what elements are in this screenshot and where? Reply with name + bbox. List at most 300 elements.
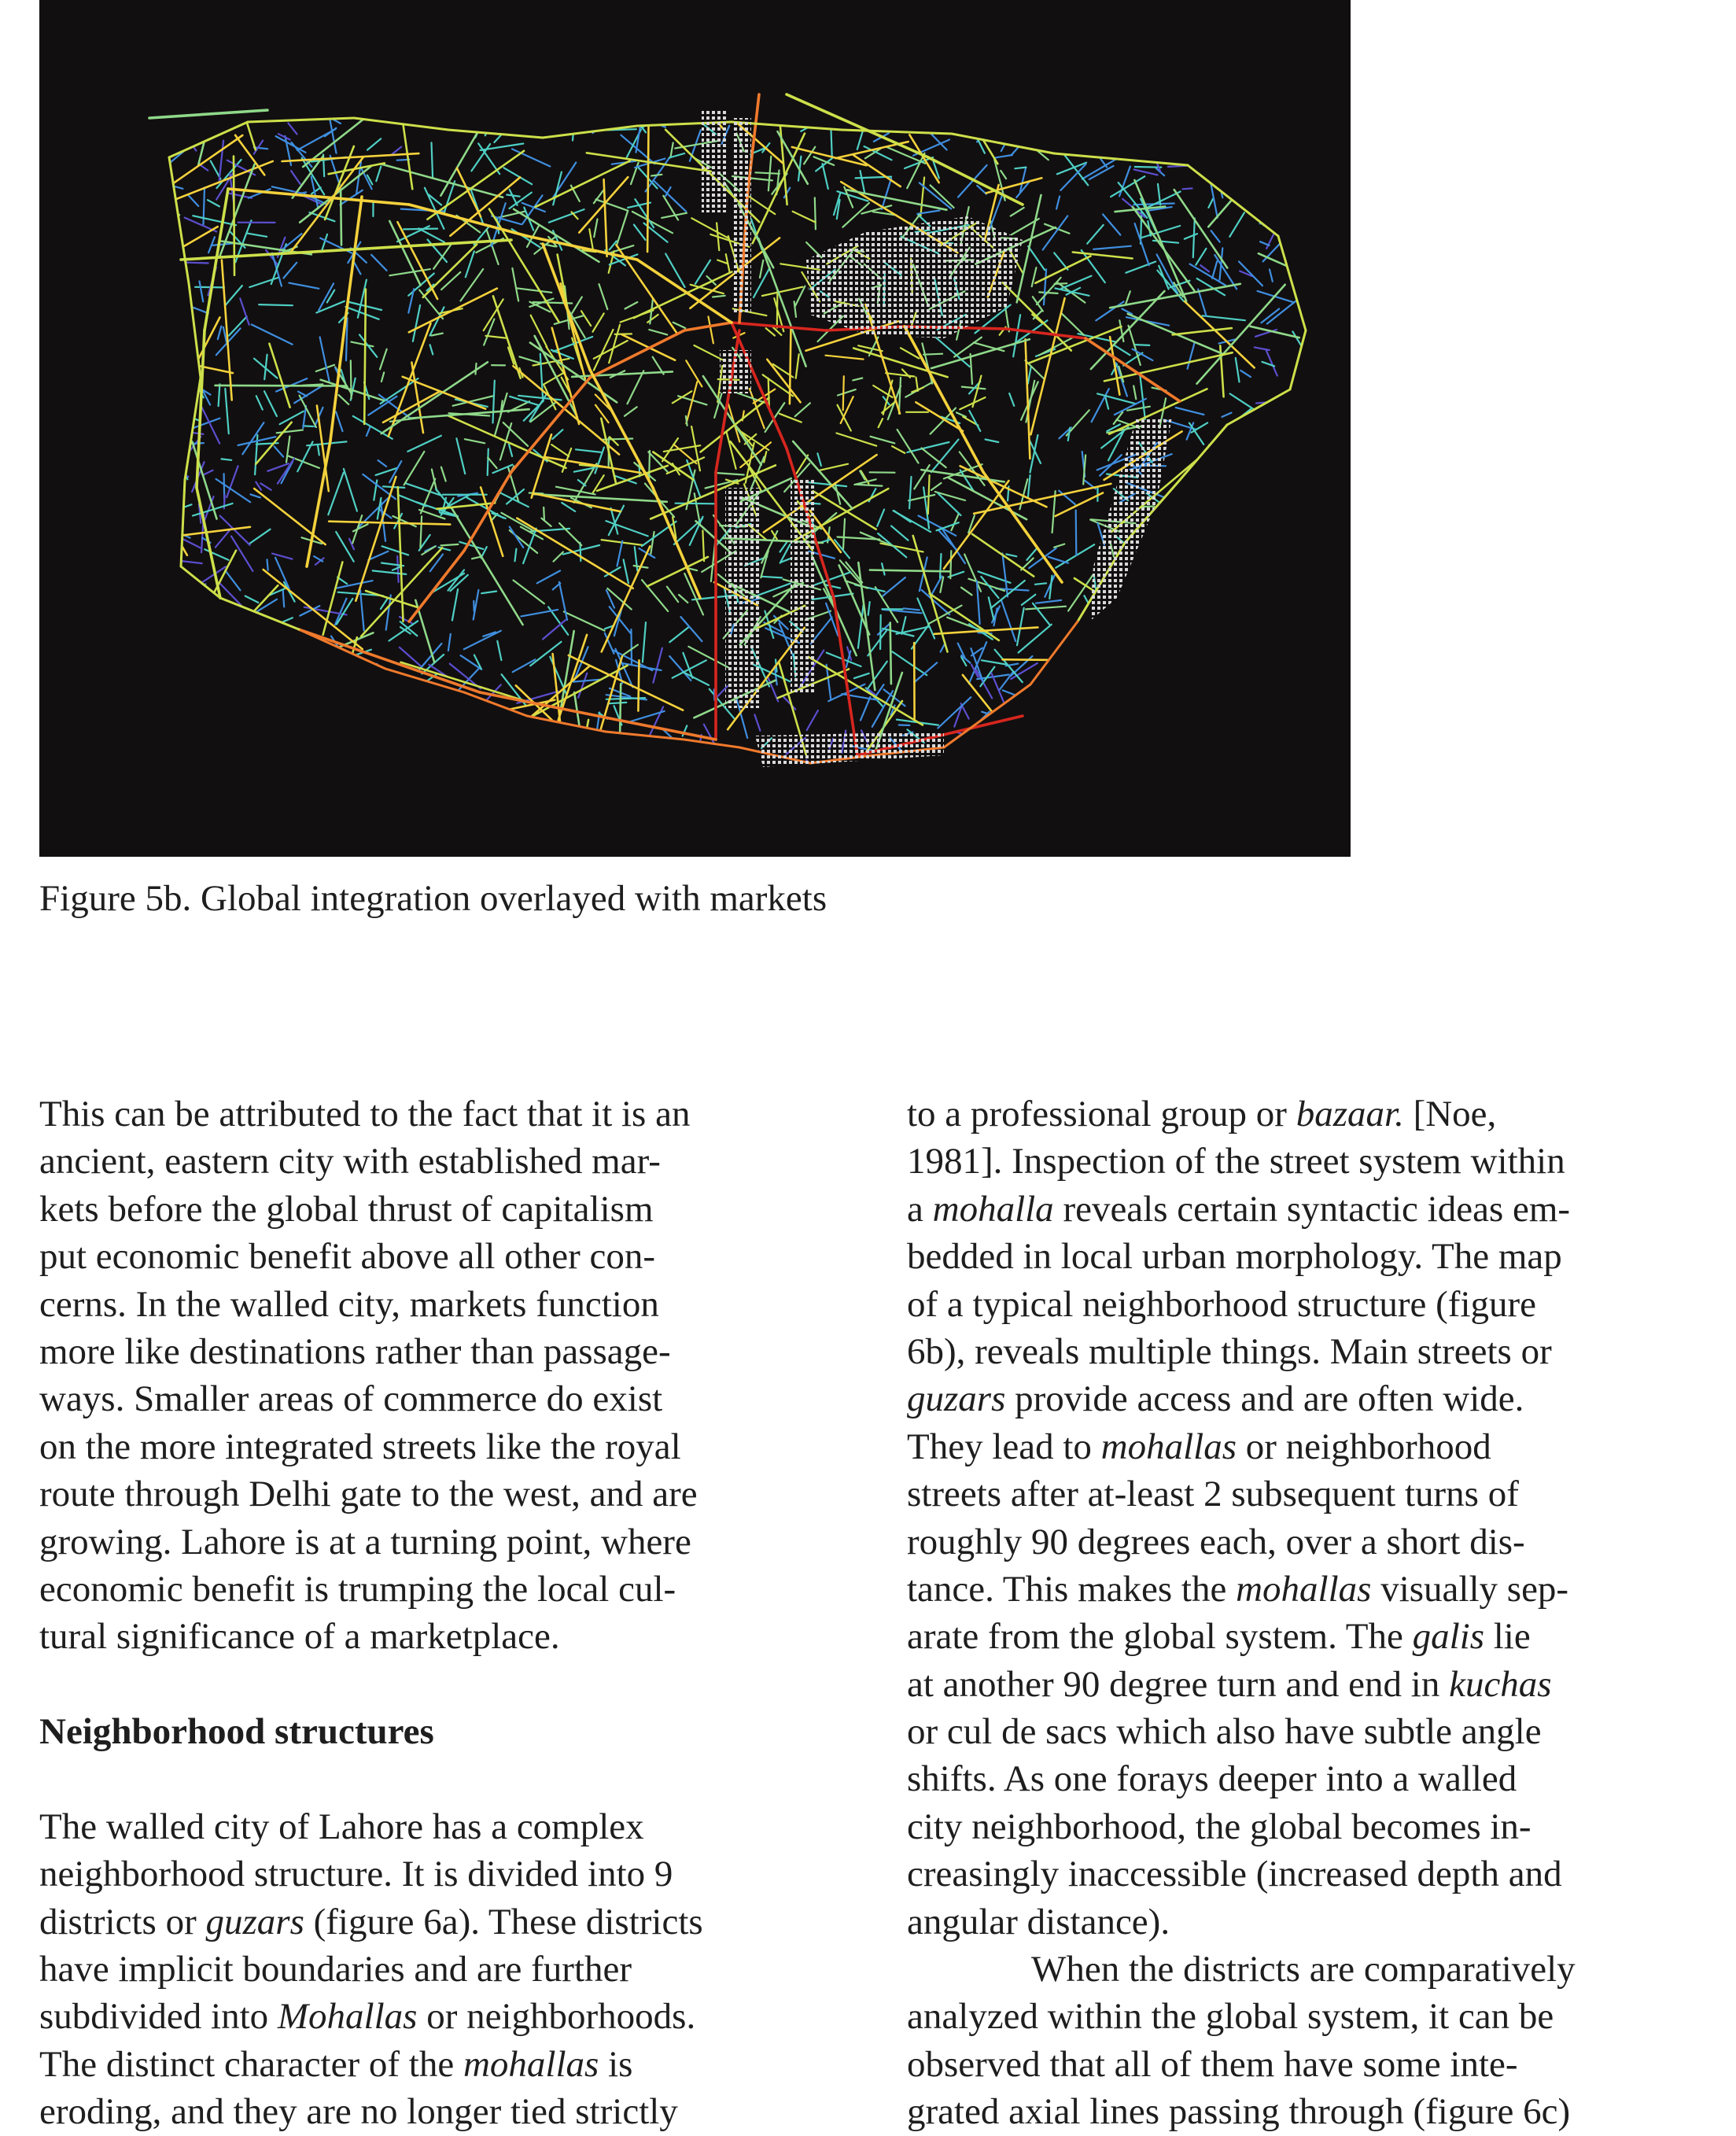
street-segment xyxy=(843,519,845,549)
street-segment xyxy=(1134,169,1158,175)
street-segment xyxy=(599,741,605,751)
text-line: have implicit boundaries and are further xyxy=(39,1949,632,1990)
street-segment xyxy=(795,403,810,416)
street-segment xyxy=(1256,400,1300,404)
text-line: growing. Lahore is at a turning point, where xyxy=(39,1521,691,1562)
street-segment xyxy=(1231,517,1249,528)
street-segment xyxy=(1159,743,1192,761)
street-segment xyxy=(780,414,802,422)
street-segment xyxy=(1140,374,1145,419)
street-segment xyxy=(1136,675,1155,685)
street-segment xyxy=(968,579,1004,591)
street-segment xyxy=(653,648,662,683)
street-segment xyxy=(916,378,918,391)
street-segment xyxy=(745,749,757,811)
street-segment xyxy=(518,396,562,400)
street-segment xyxy=(359,334,377,356)
street-segment xyxy=(1087,225,1104,244)
street-segment xyxy=(1181,120,1214,134)
street-segment xyxy=(1013,315,1020,356)
street-segment xyxy=(709,316,713,343)
street-segment xyxy=(1003,659,1104,660)
street-segment xyxy=(1135,167,1162,168)
street-segment xyxy=(1054,544,1064,548)
street-segment xyxy=(247,233,267,236)
street-segment xyxy=(1203,315,1245,320)
street-segment xyxy=(1231,476,1243,488)
text-line: This can be attributed to the fact that it is an xyxy=(39,1094,691,1134)
street-segment xyxy=(157,305,167,316)
street-segment xyxy=(1280,169,1304,172)
street-segment xyxy=(1188,625,1325,644)
text-line: eroding, and they are no longer tied strictly xyxy=(39,2091,678,2133)
street-segment xyxy=(104,586,189,688)
street-segment xyxy=(1190,661,1218,779)
axial-line xyxy=(299,629,480,692)
street-segment xyxy=(1246,538,1248,577)
street-segment xyxy=(146,343,183,360)
street-segment xyxy=(478,747,495,787)
street-segment xyxy=(1028,367,1031,384)
street-segment xyxy=(1061,276,1091,289)
street-segment xyxy=(1159,647,1167,677)
street-segment xyxy=(318,445,319,456)
text-line: grated axial lines passing through (figure 6c) xyxy=(907,2091,1571,2133)
city-wall-segment xyxy=(169,157,189,283)
street-segment xyxy=(1043,216,1068,249)
street-segment xyxy=(251,657,255,695)
street-segment xyxy=(1301,578,1339,679)
street-segment xyxy=(1250,751,1292,758)
street-segment xyxy=(202,756,313,777)
street-segment xyxy=(1274,430,1322,480)
street-segment xyxy=(1276,757,1300,777)
street-segment xyxy=(1214,625,1248,659)
street-segment xyxy=(638,660,639,710)
street-segment xyxy=(160,721,185,747)
street-segment xyxy=(310,652,339,681)
text-line: creasingly inaccessible (increased depth and xyxy=(907,1854,1562,1895)
street-segment xyxy=(1046,718,1054,724)
street-segment xyxy=(1222,758,1230,766)
street-segment xyxy=(483,754,516,763)
street-segment xyxy=(853,349,948,378)
text-line: at another 90 degree turn and end in kuchas xyxy=(907,1663,1552,1705)
street-segment xyxy=(344,469,357,511)
street-segment xyxy=(393,566,401,570)
street-segment xyxy=(315,742,318,782)
axial-line xyxy=(464,472,511,551)
street-segment xyxy=(1276,759,1334,857)
street-segment xyxy=(642,580,668,611)
street-segment xyxy=(686,360,702,386)
street-segment xyxy=(393,147,402,154)
street-segment xyxy=(579,728,592,752)
street-segment xyxy=(1144,675,1148,704)
left-column xyxy=(39,1090,826,2136)
street-segment xyxy=(1157,721,1181,731)
street-segment xyxy=(414,708,415,729)
street-segment xyxy=(1228,446,1240,458)
street-segment xyxy=(651,175,662,176)
street-segment xyxy=(1092,87,1094,110)
axial-line xyxy=(1085,338,1180,401)
street-segment xyxy=(159,317,220,436)
street-segment xyxy=(1036,600,1061,603)
street-segment xyxy=(702,530,704,561)
street-segment xyxy=(795,286,805,307)
street-segment xyxy=(1183,188,1192,189)
street-segment xyxy=(1137,657,1202,666)
street-segment xyxy=(950,551,951,578)
street-segment xyxy=(452,508,523,625)
street-segment xyxy=(239,673,245,716)
street-segment xyxy=(1252,135,1267,157)
street-segment xyxy=(523,529,536,564)
street-segment xyxy=(1172,736,1200,749)
street-segment xyxy=(625,302,638,309)
street-segment xyxy=(457,767,468,780)
street-segment xyxy=(956,412,966,416)
street-segment xyxy=(264,570,363,649)
city-wall-segment xyxy=(1054,153,1188,165)
street-segment xyxy=(914,465,929,489)
street-segment xyxy=(1061,313,1084,335)
street-segment xyxy=(1123,740,1129,750)
street-segment xyxy=(877,510,884,526)
street-segment xyxy=(96,732,224,765)
street-segment xyxy=(909,477,911,508)
street-segment xyxy=(1009,393,1014,406)
street-segment xyxy=(835,540,850,558)
street-segment xyxy=(364,290,366,424)
street-segment xyxy=(755,172,780,174)
street-segment xyxy=(229,316,247,335)
street-segment xyxy=(486,336,506,338)
street-segment xyxy=(320,337,330,381)
street-segment xyxy=(456,438,465,474)
street-segment xyxy=(746,101,748,112)
street-segment xyxy=(1116,681,1126,700)
street-segment xyxy=(573,118,574,140)
street-segment xyxy=(1153,536,1170,550)
street-segment xyxy=(1258,182,1288,194)
street-segment xyxy=(510,190,518,205)
text-line: or cul de sacs which also have subtle angle xyxy=(907,1711,1542,1753)
street-segment xyxy=(501,513,533,531)
street-segment xyxy=(958,165,987,197)
street-segment xyxy=(1049,132,1061,142)
street-segment xyxy=(513,659,536,672)
street-segment xyxy=(252,325,293,345)
street-segment xyxy=(1168,125,1184,140)
street-segment xyxy=(1160,618,1174,651)
street-segment xyxy=(647,557,708,587)
text-line: of a typical neighborhood structure (figure xyxy=(907,1283,1537,1325)
street-segment xyxy=(643,622,646,662)
street-segment xyxy=(1211,514,1218,556)
street-segment xyxy=(1267,297,1300,323)
street-segment xyxy=(1133,611,1155,643)
street-segment xyxy=(243,673,247,702)
street-segment xyxy=(188,195,198,206)
street-segment xyxy=(1224,669,1256,695)
street-segment xyxy=(1105,397,1108,409)
street-segment xyxy=(511,737,514,776)
street-segment xyxy=(360,590,364,630)
street-segment xyxy=(190,756,197,770)
street-segment xyxy=(842,203,869,227)
street-segment xyxy=(216,479,251,502)
street-segment xyxy=(289,157,363,253)
street-segment xyxy=(625,407,637,416)
street-segment xyxy=(476,715,484,722)
street-segment xyxy=(1013,725,1017,741)
street-segment xyxy=(1208,494,1212,508)
street-segment xyxy=(259,304,293,305)
street-segment xyxy=(1126,291,1130,304)
street-segment xyxy=(1197,629,1211,637)
street-segment xyxy=(356,689,371,730)
street-segment xyxy=(602,546,651,651)
street-segment xyxy=(1140,99,1161,135)
street-segment xyxy=(1011,208,1024,216)
street-segment xyxy=(1214,255,1237,289)
street-segment xyxy=(218,326,222,340)
street-segment xyxy=(195,100,202,113)
street-segment xyxy=(353,664,377,703)
street-segment xyxy=(1179,497,1207,511)
street-segment xyxy=(554,552,563,562)
street-segment xyxy=(635,547,638,570)
street-segment xyxy=(318,111,341,124)
street-segment xyxy=(1304,240,1324,273)
street-segment xyxy=(1079,145,1108,156)
street-segment xyxy=(636,118,642,153)
street-segment xyxy=(853,378,862,381)
street-segment xyxy=(1239,261,1262,286)
street-segment xyxy=(1197,285,1285,384)
street-segment xyxy=(1213,630,1237,633)
street-segment xyxy=(1204,607,1231,639)
text-line: They lead to mohallas or neighborhood xyxy=(907,1426,1491,1467)
street-segment xyxy=(1240,563,1293,638)
street-segment xyxy=(1274,415,1284,455)
street-segment xyxy=(1170,635,1185,640)
street-segment xyxy=(1180,137,1203,157)
street-segment xyxy=(419,707,429,747)
street-segment xyxy=(472,557,481,559)
street-segment xyxy=(634,225,646,240)
street-segment xyxy=(1264,433,1273,440)
street-segment xyxy=(1255,741,1266,745)
street-segment xyxy=(1275,589,1307,602)
street-segment xyxy=(464,631,501,650)
street-segment xyxy=(582,120,602,129)
street-segment xyxy=(1058,657,1062,666)
text-line: shifts. As one forays deeper into a walled xyxy=(907,1758,1517,1800)
street-segment xyxy=(553,654,567,784)
street-segment xyxy=(669,628,688,643)
street-segment xyxy=(100,142,179,215)
street-segment xyxy=(815,197,816,229)
street-segment xyxy=(1164,674,1167,690)
street-segment xyxy=(189,657,207,667)
street-segment xyxy=(445,739,453,755)
street-segment xyxy=(265,698,271,739)
street-segment xyxy=(289,636,292,653)
street-segment xyxy=(399,92,413,189)
street-segment xyxy=(879,419,883,427)
text-line: economic benefit is trumping the local cul- xyxy=(39,1568,676,1610)
street-segment xyxy=(1068,711,1069,729)
street-segment xyxy=(1057,109,1067,112)
street-segment xyxy=(1122,309,1132,315)
street-segment xyxy=(146,761,167,769)
street-segment xyxy=(1222,611,1245,636)
street-segment xyxy=(267,463,288,471)
street-segment xyxy=(608,762,626,784)
street-segment xyxy=(1179,668,1190,669)
street-segment xyxy=(1222,413,1232,417)
street-segment xyxy=(397,556,398,582)
street-segment xyxy=(269,344,289,408)
street-segment xyxy=(401,662,532,703)
street-segment xyxy=(1198,290,1206,316)
street-segment xyxy=(1220,594,1234,603)
street-segment xyxy=(1208,198,1213,208)
text-line: arate from the global system. The galis lie xyxy=(907,1616,1531,1658)
street-segment xyxy=(521,527,543,540)
street-segment xyxy=(382,546,408,555)
street-segment xyxy=(1115,345,1130,355)
street-segment xyxy=(1256,133,1259,145)
street-segment xyxy=(275,446,284,456)
street-segment xyxy=(713,296,725,297)
street-segment xyxy=(871,437,895,444)
street-segment xyxy=(1273,154,1280,176)
street-segment xyxy=(110,348,233,374)
street-segment xyxy=(441,467,446,481)
street-segment xyxy=(281,628,292,651)
street-segment xyxy=(982,660,1007,664)
street-segment xyxy=(1096,301,1123,320)
street-segment xyxy=(297,442,312,472)
street-segment xyxy=(192,749,208,758)
street-segment xyxy=(1218,177,1222,198)
street-segment xyxy=(1284,478,1291,488)
city-wall-segment xyxy=(842,130,952,134)
street-segment xyxy=(1289,167,1306,194)
street-segment xyxy=(1276,459,1294,462)
street-segment xyxy=(1223,111,1239,128)
street-segment xyxy=(141,426,167,475)
street-segment xyxy=(420,516,422,547)
street-segment xyxy=(696,735,701,763)
street-segment xyxy=(589,229,593,249)
street-segment xyxy=(1115,399,1146,415)
street-segment xyxy=(1255,614,1270,640)
street-segment xyxy=(599,284,608,309)
street-segment xyxy=(1174,702,1202,733)
street-segment xyxy=(661,761,682,776)
street-segment xyxy=(793,212,816,223)
street-segment xyxy=(453,751,477,763)
street-segment xyxy=(931,483,942,490)
street-segment xyxy=(762,577,782,578)
street-segment xyxy=(1280,625,1312,650)
axial-line xyxy=(983,472,1062,582)
street-segment xyxy=(1088,710,1091,728)
street-segment xyxy=(1086,735,1108,743)
street-segment xyxy=(432,334,443,336)
street-segment xyxy=(351,360,352,398)
street-segment xyxy=(336,532,354,562)
street-segment xyxy=(819,464,848,470)
street-segment xyxy=(1078,674,1095,679)
axial-map xyxy=(39,0,1351,857)
text-line: The distinct character of the mohallas is xyxy=(39,2043,633,2085)
street-segment xyxy=(1176,712,1196,720)
street-segment xyxy=(87,176,179,256)
text-line: guzars provide access and are often wide. xyxy=(907,1378,1524,1420)
street-segment xyxy=(958,99,997,164)
street-segment xyxy=(964,555,981,592)
street-segment xyxy=(481,592,496,594)
street-segment xyxy=(542,747,567,762)
street-segment xyxy=(1301,674,1351,689)
street-segment xyxy=(519,356,540,363)
street-segment xyxy=(204,470,212,475)
street-segment xyxy=(691,218,728,238)
street-segment xyxy=(1079,658,1097,662)
street-segment xyxy=(971,743,979,757)
street-segment xyxy=(1172,542,1211,563)
street-segment xyxy=(481,144,524,150)
street-segment xyxy=(1240,557,1270,581)
street-segment xyxy=(225,570,240,590)
street-segment xyxy=(1073,253,1133,259)
market-area-north xyxy=(702,110,728,212)
street-segment xyxy=(1144,725,1179,729)
street-segment xyxy=(245,596,259,603)
street-segment xyxy=(1282,239,1310,256)
street-segment xyxy=(274,736,278,765)
street-segment xyxy=(1123,667,1203,697)
text-line: a mohalla reveals certain syntactic ideas em- xyxy=(907,1188,1571,1230)
street-segment xyxy=(552,430,562,439)
street-segment xyxy=(882,563,885,574)
street-segment xyxy=(620,684,621,736)
street-segment xyxy=(1076,758,1096,769)
text-line: 6b), reveals multiple things. Main streets or xyxy=(907,1330,1552,1372)
street-segment xyxy=(1219,72,1222,110)
street-segment xyxy=(156,231,175,252)
city-wall-segment xyxy=(527,716,606,732)
street-segment xyxy=(1246,680,1265,685)
street-segment xyxy=(1148,563,1152,585)
street-segment xyxy=(194,763,225,765)
street-segment xyxy=(1270,270,1273,282)
street-segment xyxy=(145,260,189,271)
street-segment xyxy=(1137,701,1155,712)
street-segment xyxy=(445,712,463,714)
street-segment xyxy=(452,589,458,621)
street-segment xyxy=(504,168,533,184)
street-segment xyxy=(242,422,264,454)
street-segment xyxy=(393,688,430,692)
street-segment xyxy=(353,261,360,275)
